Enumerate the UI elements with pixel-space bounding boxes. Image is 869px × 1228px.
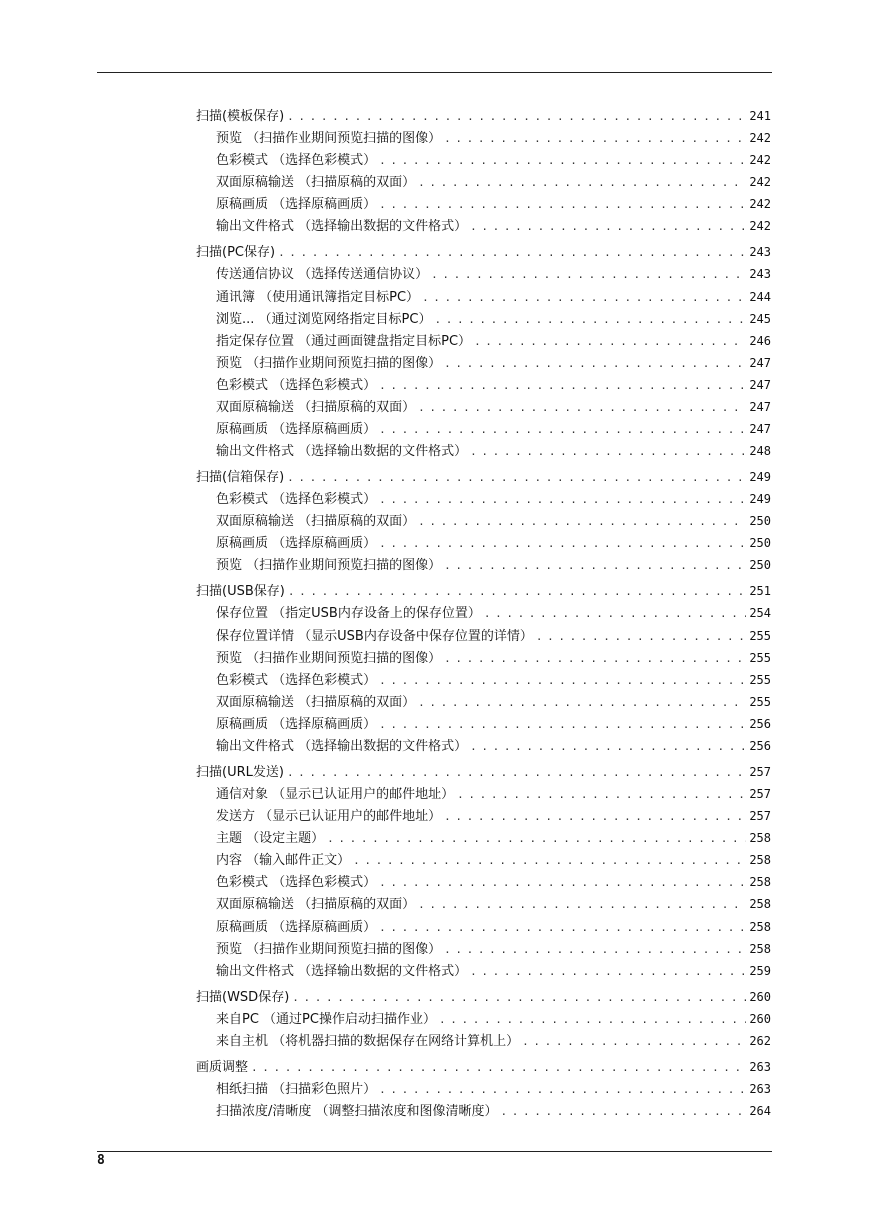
toc-entry[interactable] bbox=[196, 938, 771, 960]
toc-entry-page: 248 bbox=[749, 444, 771, 459]
toc-entry-page: 245 bbox=[749, 311, 771, 326]
toc-entry-label: 通信对象 （显示已认证用户的邮件地址） bbox=[216, 787, 455, 802]
toc-leader-dots bbox=[470, 736, 746, 758]
toc-entry[interactable] bbox=[196, 805, 771, 827]
toc-leader-dots bbox=[292, 987, 746, 1009]
toc-entry-label: 预览 （扫描作业期间预览扫描的图像） bbox=[216, 941, 442, 957]
toc-entry-label: 扫描(USB保存) bbox=[196, 584, 285, 600]
toc-leader-dots bbox=[379, 419, 746, 441]
toc-entry-page: 258 bbox=[749, 831, 771, 846]
toc-leader-dots bbox=[536, 626, 746, 648]
toc-entry[interactable] bbox=[196, 418, 771, 440]
toc-entry[interactable] bbox=[196, 352, 771, 374]
toc-entry-label: 双面原稿输送 （扫描原稿的双面） bbox=[216, 694, 416, 710]
toc-entry-page: 259 bbox=[749, 963, 771, 978]
toc-entry-label: 色彩模式 （选择色彩模式） bbox=[216, 153, 377, 169]
toc-leader-dots bbox=[418, 511, 746, 533]
toc-entry-page: 251 bbox=[749, 584, 771, 599]
toc-entry-label: 双面原稿输送 （扫描原稿的双面） bbox=[216, 175, 416, 191]
toc-entry-label: 扫描(PC保存) bbox=[196, 245, 276, 261]
toc-leader-dots bbox=[287, 467, 746, 489]
toc-leader-dots bbox=[422, 287, 746, 309]
toc-leader-dots bbox=[434, 309, 746, 331]
toc-entry[interactable] bbox=[196, 171, 771, 193]
toc-entry-page: 244 bbox=[749, 289, 771, 304]
toc-entry[interactable] bbox=[196, 713, 771, 735]
toc-leader-dots bbox=[418, 692, 746, 714]
toc-leader-dots bbox=[379, 872, 746, 894]
toc-leader-dots bbox=[379, 533, 746, 555]
toc-entry-page: 242 bbox=[749, 131, 771, 146]
toc-entry-page: 254 bbox=[749, 606, 771, 621]
toc-entry-page: 256 bbox=[749, 716, 771, 731]
toc-entry-label: 主题 （设定主题） bbox=[216, 831, 325, 847]
toc-section-entry[interactable] bbox=[196, 580, 771, 602]
toc-leader-dots bbox=[288, 581, 746, 603]
toc-entry-label: 预览 （扫描作业期间预览扫描的图像） bbox=[216, 355, 442, 371]
toc-entry[interactable] bbox=[196, 308, 771, 330]
toc-entry[interactable] bbox=[196, 193, 771, 215]
toc-leader-dots bbox=[444, 128, 746, 150]
toc-leader-dots bbox=[379, 670, 746, 692]
toc-entry[interactable] bbox=[196, 625, 771, 647]
toc-entry-label: 扫描(URL发送) bbox=[196, 764, 284, 780]
toc-entry-page: 255 bbox=[749, 628, 771, 643]
toc-entry-label: 内容 （输入邮件正文） bbox=[216, 853, 351, 869]
toc-entry-label: 原稿画质 （选择原稿画质） bbox=[216, 536, 377, 552]
toc-entry-page: 243 bbox=[749, 267, 771, 282]
toc-entry-label: 双面原稿输送 （扫描原稿的双面） bbox=[216, 400, 416, 416]
footer-rule bbox=[97, 1151, 772, 1152]
toc-entry-label: 来自PC （通过PC操作启动扫描作业） bbox=[216, 1011, 436, 1027]
toc-leader-dots bbox=[287, 762, 746, 784]
toc-entry[interactable] bbox=[196, 263, 771, 285]
toc-leader-dots bbox=[444, 648, 746, 670]
toc-leader-dots bbox=[457, 784, 746, 806]
toc-leader-dots bbox=[431, 264, 746, 286]
toc-entry[interactable] bbox=[196, 691, 771, 713]
toc-entry-page: 250 bbox=[749, 514, 771, 529]
toc-leader-dots bbox=[379, 1079, 746, 1101]
toc-entry-page: 255 bbox=[749, 672, 771, 687]
toc-leader-dots bbox=[470, 961, 746, 983]
toc-leader-dots bbox=[379, 489, 746, 511]
toc-entry[interactable] bbox=[196, 960, 771, 982]
toc-entry-label: 画质调整 bbox=[196, 1059, 249, 1075]
toc-entry[interactable] bbox=[196, 669, 771, 691]
toc-leader-dots bbox=[379, 375, 746, 397]
toc-entry-page: 249 bbox=[749, 470, 771, 485]
toc-leader-dots bbox=[474, 331, 746, 353]
toc-leader-dots bbox=[439, 1009, 746, 1031]
toc-entry-label: 扫描(模板保存) bbox=[196, 109, 285, 124]
toc-entry-label: 相纸扫描 （扫描彩色照片） bbox=[216, 1081, 377, 1097]
toc-leader-dots bbox=[418, 172, 746, 194]
toc-entry[interactable] bbox=[196, 488, 771, 510]
toc-leader-dots bbox=[470, 216, 746, 238]
toc-entry-page: 247 bbox=[749, 355, 771, 370]
toc-leader-dots bbox=[484, 603, 746, 625]
toc-entry[interactable] bbox=[196, 783, 771, 805]
toc-leader-dots bbox=[327, 828, 746, 850]
toc-entry-label: 预览 （扫描作业期间预览扫描的图像） bbox=[216, 650, 442, 666]
toc-entry[interactable] bbox=[196, 602, 771, 624]
toc-entry-page: 250 bbox=[749, 558, 771, 573]
toc-entry[interactable] bbox=[196, 330, 771, 352]
page-number: 8 bbox=[97, 1153, 105, 1168]
toc-entry[interactable] bbox=[196, 1030, 771, 1052]
toc-entry[interactable] bbox=[196, 374, 771, 396]
toc-entry-page: 258 bbox=[749, 853, 771, 868]
toc-entry-page: 247 bbox=[749, 377, 771, 392]
toc-entry-label: 色彩模式 （选择色彩模式） bbox=[216, 492, 377, 508]
toc-entry-page: 242 bbox=[749, 153, 771, 168]
toc-entry[interactable] bbox=[196, 871, 771, 893]
toc-entry-page: 242 bbox=[749, 175, 771, 190]
toc-entry-page: 260 bbox=[749, 989, 771, 1004]
toc-leader-dots bbox=[379, 194, 746, 216]
toc-entry-page: 255 bbox=[749, 650, 771, 665]
toc-entry[interactable] bbox=[196, 286, 771, 308]
toc-entry-page: 256 bbox=[749, 739, 771, 754]
toc-leader-dots bbox=[353, 850, 746, 872]
toc-entry-page: 257 bbox=[749, 787, 771, 801]
toc-entry[interactable] bbox=[196, 532, 771, 554]
toc-entry-label: 发送方 （显示已认证用户的邮件地址） bbox=[216, 809, 442, 825]
toc-entry-page: 260 bbox=[749, 1011, 771, 1026]
toc-leader-dots bbox=[287, 106, 746, 128]
toc-entry[interactable] bbox=[196, 827, 771, 849]
toc-entry[interactable] bbox=[196, 396, 771, 418]
toc-entry-page: 262 bbox=[749, 1033, 771, 1048]
toc-leader-dots bbox=[379, 917, 746, 939]
toc-leader-dots bbox=[444, 353, 746, 375]
toc-entry[interactable] bbox=[196, 554, 771, 576]
toc-entry-label: 保存位置 （指定USB内存设备上的保存位置） bbox=[216, 606, 481, 622]
toc-leader-dots bbox=[522, 1031, 746, 1053]
toc-leader-dots bbox=[379, 714, 746, 736]
toc-entry-page: 263 bbox=[749, 1081, 771, 1096]
toc-leader-dots bbox=[501, 1101, 747, 1123]
toc-leader-dots bbox=[278, 242, 746, 264]
toc-entry-label: 扫描浓度/清晰度 （调整扫描浓度和图像清晰度） bbox=[216, 1103, 498, 1119]
toc-leader-dots bbox=[379, 150, 746, 172]
toc-entry-page: 242 bbox=[749, 219, 771, 234]
toc-leader-dots bbox=[418, 894, 746, 916]
toc-entry-page: 246 bbox=[749, 333, 771, 348]
toc-entry-page: 258 bbox=[749, 919, 771, 934]
toc-leader-dots bbox=[470, 441, 746, 463]
toc-entry-page: 263 bbox=[749, 1059, 771, 1074]
toc-entry-page: 242 bbox=[749, 197, 771, 212]
toc-entry-label: 色彩模式 （选择色彩模式） bbox=[216, 377, 377, 393]
toc-entry[interactable] bbox=[196, 916, 771, 938]
toc-entry[interactable] bbox=[196, 149, 771, 171]
toc-entry-label: 传送通信协议 （选择传送通信协议） bbox=[216, 267, 429, 283]
toc-entry-page: 264 bbox=[749, 1103, 771, 1118]
toc-leader-dots bbox=[444, 939, 746, 961]
toc-entry-label: 输出文件格式 （选择输出数据的文件格式） bbox=[216, 739, 468, 755]
toc-entry-page: 258 bbox=[749, 897, 771, 912]
toc-leader-dots bbox=[444, 555, 746, 577]
toc-entry-label: 指定保存位置 （通过画面键盘指定目标PC） bbox=[216, 333, 472, 349]
toc-entry-page: 257 bbox=[749, 809, 771, 824]
toc-leader-dots bbox=[251, 1057, 746, 1079]
toc-leader-dots bbox=[418, 397, 746, 419]
toc-entry-page: 243 bbox=[749, 245, 771, 260]
toc-entry[interactable] bbox=[196, 127, 771, 149]
toc-entry-label: 预览 （扫描作业期间预览扫描的图像） bbox=[216, 131, 442, 147]
table-of-contents bbox=[196, 105, 771, 1122]
toc-entry-page: 250 bbox=[749, 536, 771, 551]
toc-entry-label: 扫描(信箱保存) bbox=[196, 470, 285, 486]
toc-entry-label: 扫描(WSD保存) bbox=[196, 989, 290, 1005]
toc-section-entry[interactable] bbox=[196, 105, 771, 127]
toc-entry[interactable] bbox=[196, 893, 771, 915]
toc-entry-label: 原稿画质 （选择原稿画质） bbox=[216, 919, 377, 935]
toc-entry-page: 258 bbox=[749, 875, 771, 890]
toc-section-entry[interactable] bbox=[196, 241, 771, 263]
toc-entry-label: 输出文件格式 （选择输出数据的文件格式） bbox=[216, 219, 468, 235]
toc-entry[interactable] bbox=[196, 1008, 771, 1030]
toc-section-entry[interactable] bbox=[196, 466, 771, 488]
toc-entry[interactable] bbox=[196, 735, 771, 757]
toc-entry-label: 通讯簿 （使用通讯簿指定目标PC） bbox=[216, 289, 420, 305]
toc-entry-page: 241 bbox=[749, 109, 771, 123]
toc-entry[interactable] bbox=[196, 215, 771, 237]
toc-entry-label: 来自主机 （将机器扫描的数据保存在网络计算机上） bbox=[216, 1033, 520, 1049]
toc-section-entry[interactable] bbox=[196, 761, 771, 783]
toc-section-entry[interactable] bbox=[196, 986, 771, 1008]
toc-entry-label: 浏览... （通过浏览网络指定目标PC） bbox=[216, 311, 432, 327]
toc-entry[interactable] bbox=[196, 1078, 771, 1100]
toc-entry-label: 输出文件格式 （选择输出数据的文件格式） bbox=[216, 963, 468, 979]
toc-entry-label: 双面原稿输送 （扫描原稿的双面） bbox=[216, 514, 416, 530]
toc-entry-label: 输出文件格式 （选择输出数据的文件格式） bbox=[216, 444, 468, 460]
toc-entry-label: 色彩模式 （选择色彩模式） bbox=[216, 672, 377, 688]
toc-entry-page: 257 bbox=[749, 764, 771, 779]
toc-entry-label: 预览 （扫描作业期间预览扫描的图像） bbox=[216, 558, 442, 574]
toc-entry[interactable] bbox=[196, 849, 771, 871]
toc-entry-label: 保存位置详情 （显示USB内存设备中保存位置的详情） bbox=[216, 628, 533, 644]
toc-entry[interactable] bbox=[196, 1100, 771, 1122]
toc-entry-page: 255 bbox=[749, 694, 771, 709]
toc-entry[interactable] bbox=[196, 440, 771, 462]
toc-entry-label: 色彩模式 （选择色彩模式） bbox=[216, 875, 377, 891]
header-rule bbox=[97, 72, 772, 73]
toc-entry-label: 原稿画质 （选择原稿画质） bbox=[216, 197, 377, 213]
toc-entry[interactable] bbox=[196, 510, 771, 532]
toc-entry-label: 原稿画质 （选择原稿画质） bbox=[216, 422, 377, 438]
toc-entry-page: 258 bbox=[749, 941, 771, 956]
toc-entry[interactable] bbox=[196, 647, 771, 669]
toc-entry-label: 原稿画质 （选择原稿画质） bbox=[216, 716, 377, 732]
toc-leader-dots bbox=[444, 806, 746, 828]
toc-entry-page: 247 bbox=[749, 400, 771, 415]
toc-entry-label: 双面原稿输送 （扫描原稿的双面） bbox=[216, 897, 416, 913]
toc-section-entry[interactable] bbox=[196, 1056, 771, 1078]
toc-entry-page: 247 bbox=[749, 422, 771, 437]
toc-entry-page: 249 bbox=[749, 492, 771, 507]
